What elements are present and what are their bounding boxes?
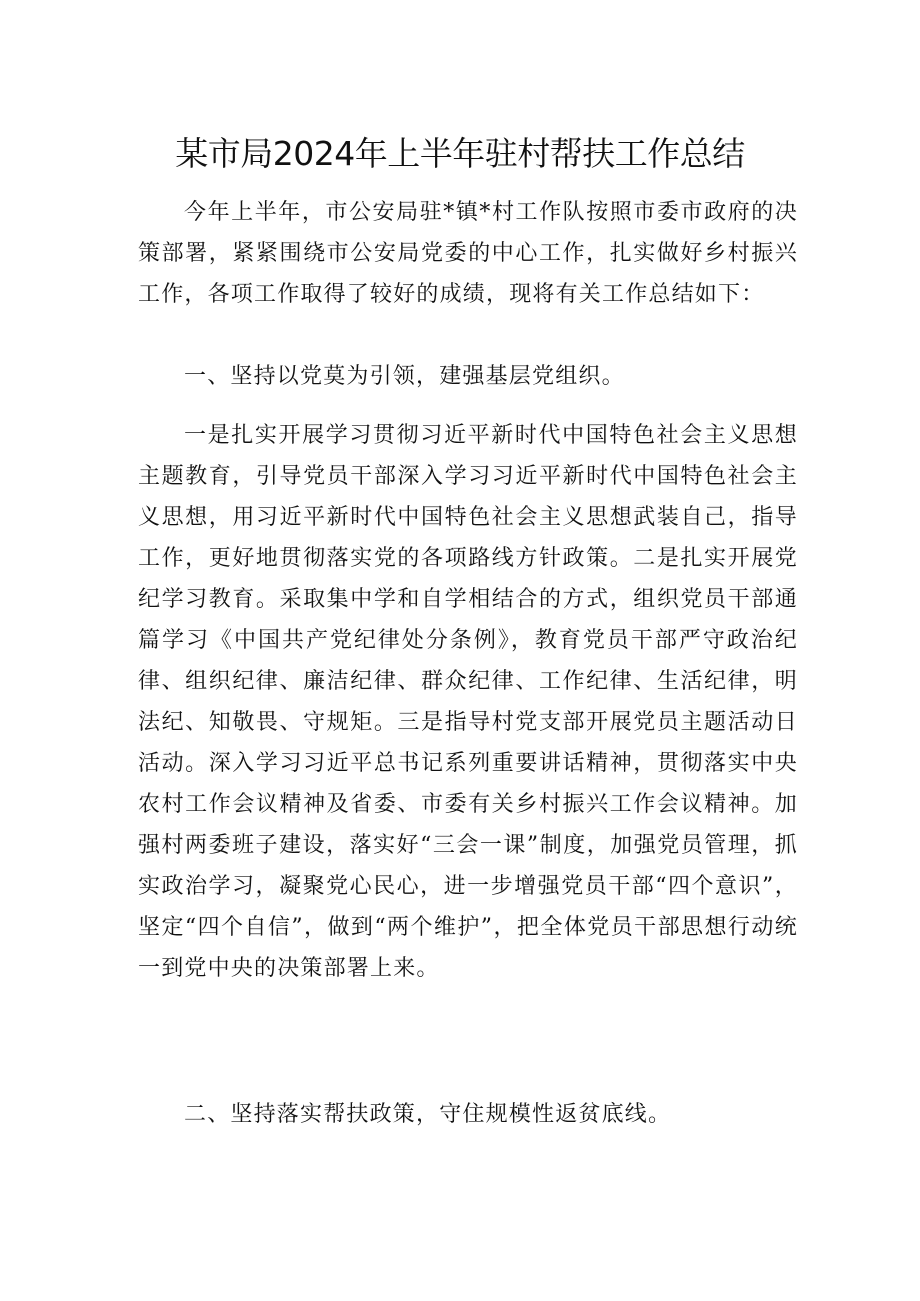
document-title: 某市局2024年上半年驻村帮扶工作总结 <box>175 134 745 173</box>
section-1-paragraph: 一是扎实开展学习贯彻习近平新时代中国特色社会主义思想主题教育，引导党员干部深入学习习近平新时代中国特色社会主义思想，用习近平新时代中国特色社会主义思想武装自己，指导工作，更好地贯彻落实党的各项路线方针政策。二是扎实开展党纪学习教育。采取集中学和自学相结合的方式，组织党员干部通篇学习《中国共产党纪律处分条例》，教育党员干部严守政治纪律、组织纪律、廉洁纪律、群众纪律、工作纪律、生活纪律，明法纪、知敬畏、守规矩。三是指导村党支部开展党员主题活动日活动。深入学习习近平总书记系列重要讲话精神，贯彻落实中央农村工作会议精神及省委、市委有关乡村振兴工作会议精神。加强村两委班子建设，落实好“三会一课”制度，加强党员管理，抓实政治学习，凝聚党心民心，进一步增强党员干部“四个意识”，坚定“四个自信”，做到“两个维护”，把全体党员干部思想行动统一到党中央的决策部署上来。 <box>138 423 798 981</box>
intro-paragraph: 今年上半年，市公安局驻*镇*村工作队按照市委市政府的决策部署，紧紧围绕市公安局党委的中心工作，扎实做好乡村振兴工作，各项工作取得了较好的成绩，现将有关工作总结如下： <box>138 200 798 307</box>
section-1-heading: 一、坚持以党莫为引领，建强基层党组织。 <box>184 364 625 389</box>
section-2-heading: 二、坚持落实帮扶政策，守住规模性返贫底线。 <box>184 1102 672 1127</box>
